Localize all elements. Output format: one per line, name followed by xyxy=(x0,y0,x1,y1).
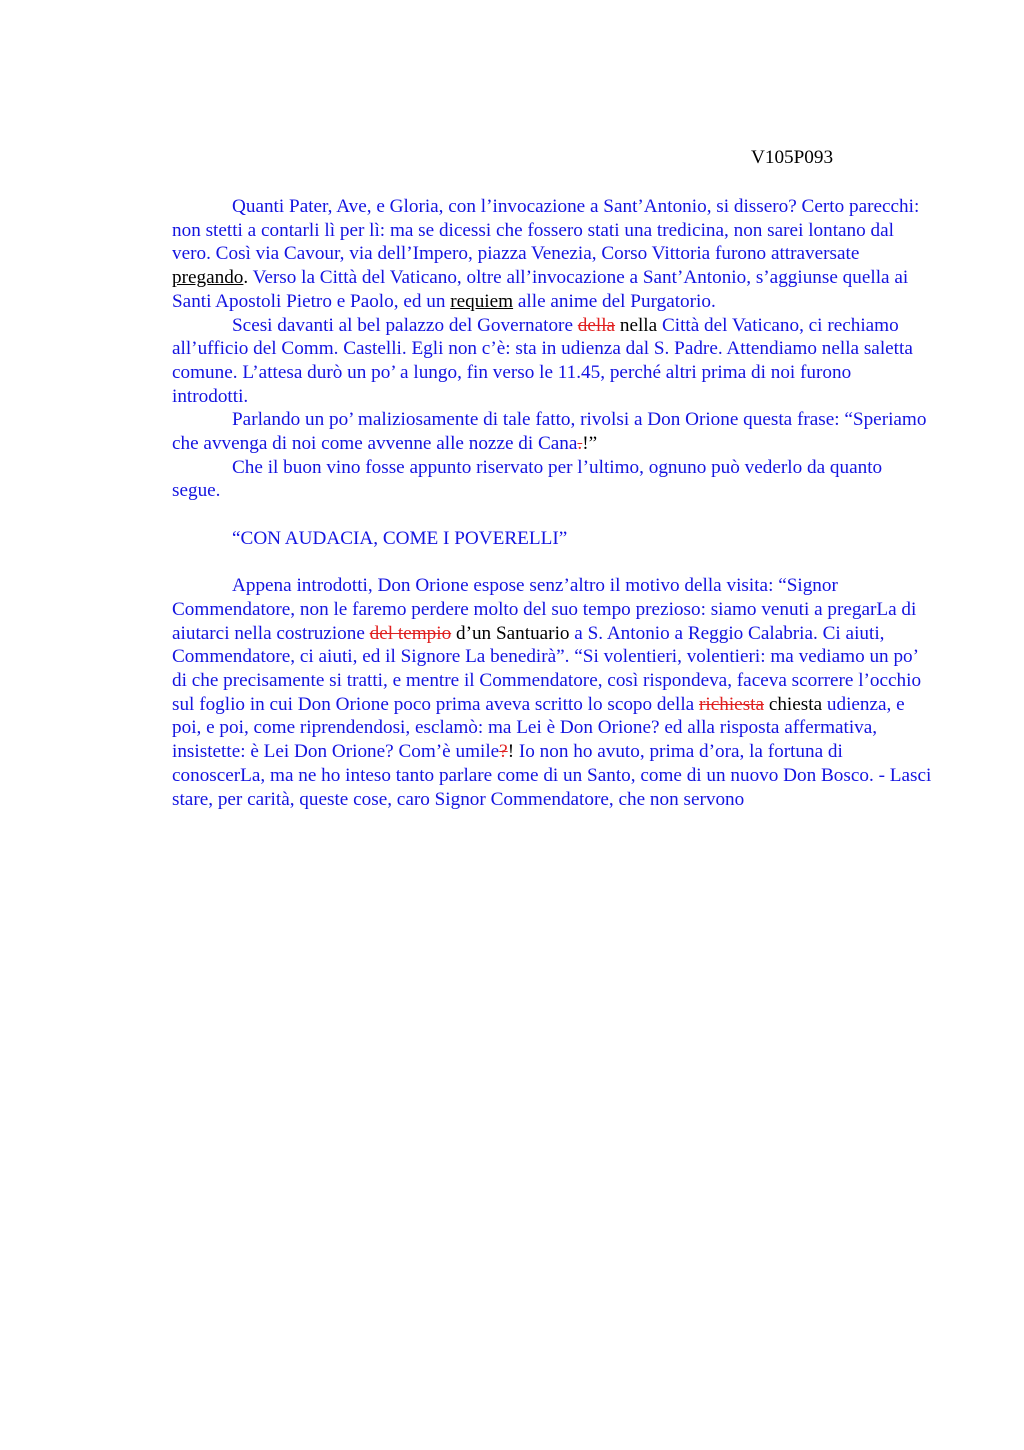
text-run: Verso la Città del Vaticano, oltre all’invocazione a Sant’Antonio, s’aggiunse quella ai Santi Apostoli Pietro e Paolo, ed un xyxy=(172,267,909,312)
inserted-text: d’un Santuario xyxy=(451,622,570,644)
underlined-word-pregando: pregando xyxy=(172,267,244,289)
inserted-text: nella xyxy=(615,314,658,336)
inserted-text: !” xyxy=(582,433,598,455)
text-run: . xyxy=(243,267,249,289)
text-run: Città del Vaticano, ci rechiamo all’ufficio del Comm. Castelli. Egli non c’è: sta in udienza dal S. Padre. Attendiamo nella saletta comune. L’attesa durò un po’ a lungo, fin verso le 11.45, perché altri prima di noi furono introdotti. xyxy=(172,314,913,407)
inserted-text: chiesta xyxy=(764,693,823,715)
blank-line xyxy=(172,503,932,527)
text-run: alle anime del Purgatorio. xyxy=(513,290,716,312)
text-run: Quanti Pater, Ave, e Gloria, con l’invocazione a Sant’Antonio, si dissero? Certo parecchi: non stetti a contarli lì per lì: ma se dicessi che fossero stati una tredicina, non sarei lontano dal vero. Così via Cavour, via dell’Impero, piazza Venezia, Corso Vittoria furono attraversate xyxy=(172,196,920,265)
document-body xyxy=(172,195,932,811)
paragraph-prayers xyxy=(172,195,932,314)
paragraph-introdotti xyxy=(172,574,932,811)
deleted-text: del tempio xyxy=(369,622,452,644)
blank-line xyxy=(172,551,932,575)
deleted-text: . xyxy=(577,433,583,455)
paragraph-buon-vino xyxy=(172,456,932,503)
text-run: udienza, e poi, e poi, come riprendendosi, esclamò: ma Lei è Don Orione? ed alla risposta affermativa, insistette: è Lei Don Orione? Com’è umile xyxy=(172,693,905,763)
text-run: Che il buon vino fosse appunto riservato per l’ultimo, ognuno può vederlo da quanto segue. xyxy=(172,456,883,502)
text-run: Scesi davanti al bel palazzo del Governatore xyxy=(232,314,578,336)
underlined-word-requiem: requiem xyxy=(450,290,514,312)
deleted-text: richiesta xyxy=(699,693,765,715)
page-identifier: V105P093 xyxy=(751,147,834,168)
inserted-text: ! xyxy=(507,741,515,763)
deleted-text: della xyxy=(577,314,616,336)
paragraph-cana xyxy=(172,408,932,455)
deleted-text: ? xyxy=(499,741,508,763)
section-heading: “CON AUDACIA, COME I POVERELLI” xyxy=(232,527,568,549)
text-run: Parlando un po’ maliziosamente di tale fatto, rivolsi a Don Orione questa frase: “Speriamo che avvenga di noi come avvenne alle nozze di Cana xyxy=(172,409,927,455)
text-run: Io non ho avuto, prima d’ora, la fortuna di conoscerLa, ma ne ho inteso tanto parlare come di un Santo, come di un nuovo Don Bosco. - Lasci stare, per carità, queste cose, caro Signor Commendatore, che non servono xyxy=(172,741,932,810)
paragraph-governatore xyxy=(172,314,932,409)
text-run: a S. Antonio a Reggio Calabria. Ci aiuti, Commendatore, ci aiuti, ed il Signore La benedirà”. “Si volentieri, volentieri: ma vediamo un po’ di che precisamente si tratti, e mentre il Commendatore, così rispondeva, faceva scorrere l’occhio sul foglio in cui Don Orione poco prima aveva scritto lo scopo della xyxy=(172,622,922,715)
text-run: Appena introdotti, Don Orione espose senz’altro il motivo della visita: “Signor Commendatore, non le faremo perdere molto del suo tempo prezioso: siamo venuti a pregarLa di aiutarci nella costruzione xyxy=(172,575,917,644)
